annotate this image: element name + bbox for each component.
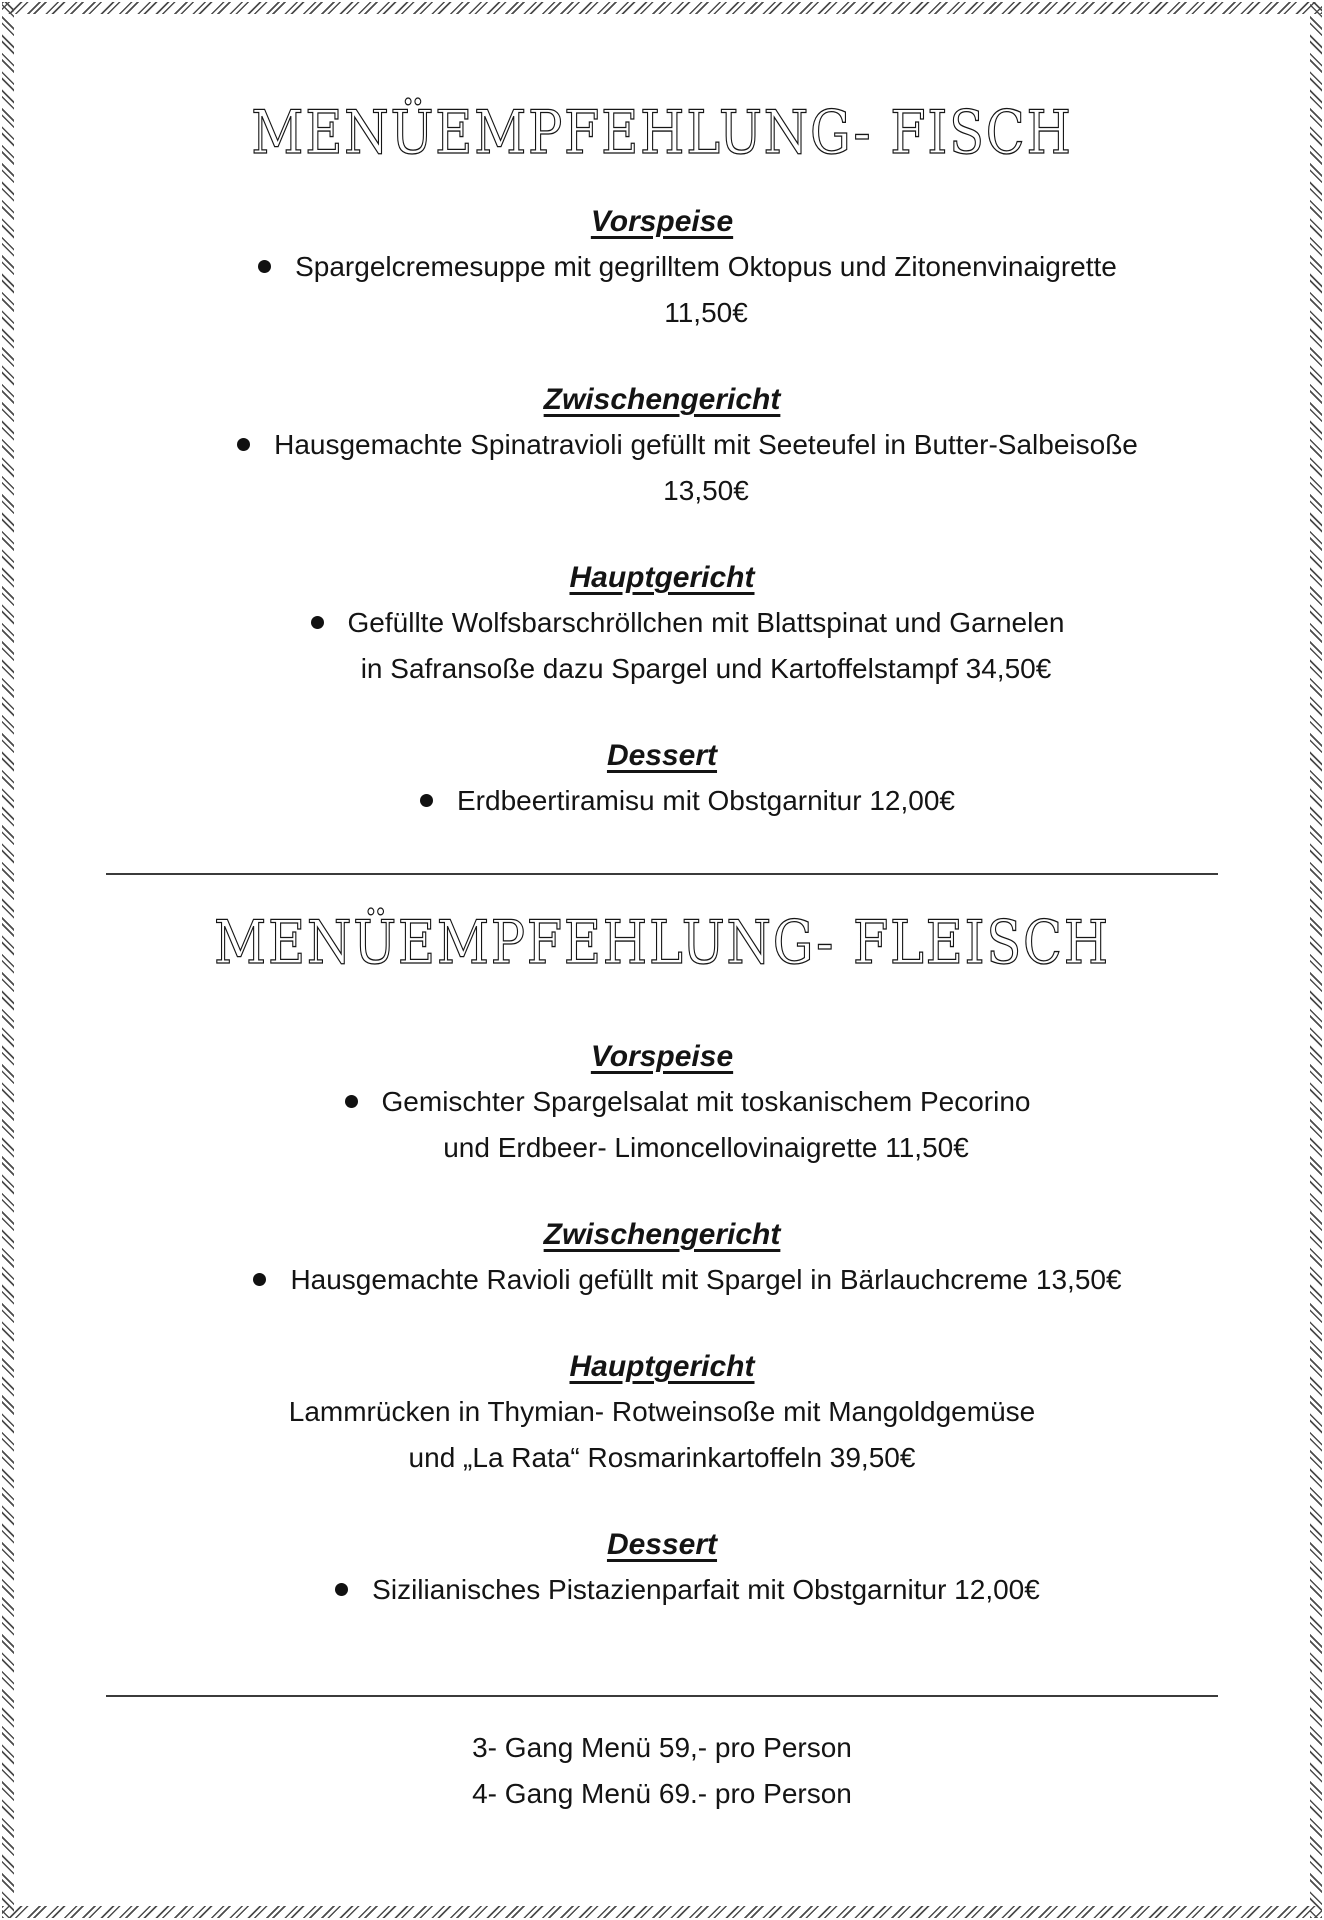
course-fleisch-vorspeise	[0, 1035, 1324, 1171]
course-items	[0, 778, 1324, 824]
course-fleisch-hauptgericht	[0, 1345, 1324, 1481]
course-heading: Dessert	[606, 1528, 718, 1561]
course-fisch-hauptgericht	[0, 556, 1324, 692]
course-items	[0, 600, 1324, 692]
menu-section-fisch	[0, 99, 1324, 824]
menu-item-text: Spargelcremesuppe mit gegrilltem Oktopus und Zitonenvinaigrette	[295, 251, 1117, 282]
section-title-fisch: MENÜEMPFEHLUNG- FISCH	[251, 98, 1073, 168]
menu-item	[88, 422, 1324, 468]
bullet-dot-icon	[237, 438, 250, 451]
course-heading: Hauptgericht	[569, 561, 755, 594]
menu-content	[0, 99, 1324, 1817]
price-line: 11,50€	[664, 297, 748, 328]
course-fisch-dessert	[0, 734, 1324, 824]
course-heading: Vorspeise	[590, 1040, 734, 1073]
menu-item-text: Hausgemachte Spinatravioli gefüllt mit Seeteufel in Butter-Salbeisoße	[274, 429, 1138, 460]
course-fisch-zwischengericht	[0, 378, 1324, 514]
menu-item	[88, 600, 1324, 646]
course-heading: Dessert	[606, 739, 718, 772]
decorative-border-top	[2, 2, 1322, 14]
menu-item-continuation: und Erdbeer- Limoncellovinaigrette 11,50€	[443, 1132, 969, 1163]
course-heading: Hauptgericht	[569, 1350, 755, 1383]
menu-item-text: Gefüllte Wolfsbarschröllchen mit Blattspinat und Garnelen	[347, 607, 1065, 638]
menu-item	[88, 1567, 1324, 1613]
course-items	[0, 244, 1324, 336]
menu-item	[88, 244, 1324, 290]
course-items	[0, 1567, 1324, 1613]
course-items	[0, 1389, 1324, 1481]
menu-item-text: Erdbeertiramisu mit Obstgarnitur 12,00€	[457, 785, 955, 816]
footer-line-3-gang: 3- Gang Menü 59,- pro Person	[472, 1732, 852, 1763]
course-heading: Zwischengericht	[543, 1218, 781, 1251]
course-fleisch-zwischengericht	[0, 1213, 1324, 1303]
bullet-dot-icon	[335, 1583, 348, 1596]
price-line: 13,50€	[663, 475, 749, 506]
bullet-dot-icon	[258, 260, 271, 273]
course-heading: Vorspeise	[590, 205, 734, 238]
course-fisch-vorspeise	[0, 200, 1324, 336]
menu-item-text: Sizilianisches Pistazienparfait mit Obstgarnitur 12,00€	[372, 1574, 1040, 1605]
section-divider	[106, 873, 1218, 875]
menu-item	[88, 778, 1324, 824]
footer-line-4-gang: 4- Gang Menü 69.- pro Person	[472, 1778, 852, 1809]
menu-section-fleisch	[0, 909, 1324, 1613]
bullet-dot-icon	[420, 794, 433, 807]
menu-item-text: Hausgemachte Ravioli gefüllt mit Spargel in Bärlauchcreme 13,50€	[290, 1264, 1122, 1295]
bullet-dot-icon	[311, 616, 324, 629]
menu-item	[88, 1079, 1324, 1125]
bullet-dot-icon	[345, 1095, 358, 1108]
menu-item-text: Gemischter Spargelsalat mit toskanischem Pecorino	[381, 1086, 1031, 1117]
menu-footer	[0, 1725, 1324, 1817]
footer-divider	[106, 1695, 1218, 1697]
course-items	[0, 1079, 1324, 1171]
course-fleisch-dessert	[0, 1523, 1324, 1613]
course-heading: Zwischengericht	[543, 383, 781, 416]
bullet-dot-icon	[253, 1273, 266, 1286]
section-title-fleisch: MENÜEMPFEHLUNG- FLEISCH	[214, 908, 1110, 978]
menu-item-continuation: und „La Rata“ Rosmarinkartoffeln 39,50€	[408, 1442, 916, 1473]
course-items	[0, 422, 1324, 514]
decorative-border-bottom	[2, 1906, 1322, 1918]
menu-item-continuation: in Safransoße dazu Spargel und Kartoffelstampf 34,50€	[360, 653, 1052, 684]
course-items	[0, 1257, 1324, 1303]
menu-item: Lammrücken in Thymian- Rotweinsoße mit Mangoldgemüse	[288, 1396, 1036, 1427]
menu-item	[88, 1257, 1324, 1303]
